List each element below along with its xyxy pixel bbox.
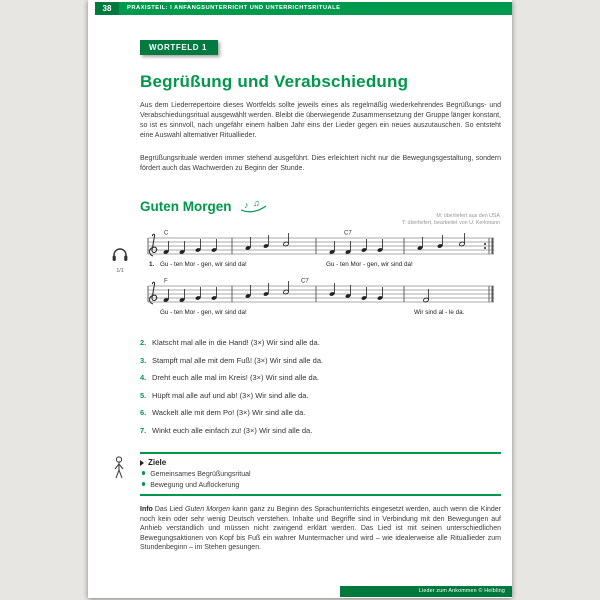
verse-item	[140, 338, 501, 347]
verse-item-refrain: (3×) Wir sind alle da.	[249, 373, 319, 383]
staff-lines-2	[148, 286, 494, 302]
song-title: Guten Morgen	[140, 198, 232, 214]
verse-item-action: Hüpft mal alle auf und ab!	[152, 390, 238, 400]
verse-item-number: 4.	[140, 373, 147, 383]
verse-number: 1.	[149, 261, 155, 268]
notes-line-1	[163, 230, 465, 255]
verse-item	[140, 408, 501, 417]
lyrics-line: Wir sind al - le da.	[414, 309, 465, 316]
page-number: 38	[95, 2, 119, 15]
lyrics-line: Gu - ten Mor - gen, wir sind da!	[160, 309, 247, 316]
footer-bar: Lieder zum Ankommen © Helbling	[340, 586, 512, 597]
verse-item-action: Stampft mal alle mit dem Fuß!	[152, 355, 253, 365]
verse-item	[140, 426, 501, 435]
music-score	[136, 230, 502, 326]
headphones-icon	[111, 246, 129, 262]
verse-item	[140, 391, 501, 400]
credit-text: T: überliefert, bearbeitet von U. Kerkmann	[401, 220, 500, 226]
goals-list	[140, 469, 501, 491]
section-title: PRAXISTEIL: I ANFANGSUNTERRICHT UND UNTERRICHTSRITUALE	[127, 5, 341, 11]
chapter-title: Begrüßung und Verabschiedung	[140, 72, 409, 91]
verse-item-action: Dreht euch alle mal im Kreis!	[152, 373, 248, 383]
chord-symbol: C7	[344, 230, 352, 237]
credit-music: M: überliefert aus den USA	[436, 213, 500, 219]
info-text: kann ganz zu Beginn des Sprachunterrichts eingesetzt werden, auch wenn die Kinder noch kein oder sehr wenig Deutsch verstehen. Inhalte und Begriffe sind in Verbindung mit den Bewegungen auf Anhieb verständlich und müssen nicht zwingend erklärt werden. Das Lied ist mit seinen unterschiedlichen Bewegungsaktionen von Kopf bis Fuß ein wahrer Muntermacher und wird – wie idealerweise alle Rituallieder zum Stundenbeginn – im Stehen gesungen.	[140, 506, 502, 552]
verse-item-refrain: (3×) Wir sind alle da.	[239, 390, 309, 400]
intro-paragraph-2: Begrüßungsrituale werden immer stehend ausgeführt. Dies erleichtert nicht nur die Bewegungsgestaltung, sondern fördert auch das Wachwerden zu Beginn der Stunde.	[140, 155, 501, 172]
page-header-bar	[95, 2, 512, 15]
chord-symbol: C	[164, 230, 169, 237]
verse-item-action: Winkt euch alle einfach zu!	[152, 425, 242, 435]
verse-list	[140, 338, 501, 444]
arrow-right-icon	[140, 460, 144, 466]
verse-item-refrain: (3×) Wir sind alle da.	[236, 408, 306, 418]
lyrics-line: Gu - ten Mor - gen, wir sind da!	[160, 261, 247, 268]
song-heading-row	[140, 198, 269, 214]
notes-line-2	[163, 278, 429, 303]
verse-item-refrain: (3×) Wir sind alle da.	[250, 338, 320, 347]
intro-paragraph-1: Aus dem Liederrepertoire dieses Wortfelds sollte jeweils eines als regelmäßig wiederkehrendes Begrüßungs- und Verabschiedungsritual ausgewählt werden. Bleibt die überwiegende Zusammensetzung der Gruppe länger konstant, so ist es sinnvoll, nach ungefähr einem halben Jahr eins der Lieder gegen ein neues auszutauschen. So entsteht eine Auswahl alternativer Rituallieder.	[140, 102, 501, 139]
goals-section	[140, 452, 501, 496]
goal-item: Gemeinsames Begrüßungsritual	[142, 469, 501, 480]
book-page	[88, 0, 512, 598]
verse-item	[140, 373, 501, 382]
audio-block	[108, 246, 132, 274]
music-notes-icon	[239, 198, 269, 214]
verse-item-refrain: (3×) Wir sind alle da.	[254, 355, 324, 365]
verse-item-action: Wackelt alle mit dem Po!	[152, 408, 235, 418]
info-label: Info	[140, 506, 153, 513]
svg-text:♫: ♫	[252, 198, 260, 208]
verse-item-refrain: (3×) Wir sind alle da.	[243, 425, 313, 435]
info-lead: Das Lied	[154, 506, 183, 513]
audio-track-number: 1/1	[116, 268, 124, 274]
goal-item: Bewegung und Auflockerung	[142, 480, 501, 491]
chord-symbol: F	[164, 278, 168, 285]
info-song-reference: Guten Morgen	[185, 506, 231, 513]
verse-item-action: Klatscht mal alle in die Hand!	[152, 338, 249, 347]
treble-clef-icon	[150, 234, 157, 256]
verse-item-number: 3.	[140, 355, 147, 365]
verse-item	[140, 356, 501, 365]
treble-clef-icon	[150, 282, 157, 304]
goals-heading-row	[140, 458, 501, 467]
goals-heading: Ziele	[148, 458, 167, 467]
verse-item-number: 6.	[140, 408, 147, 418]
chord-symbol: C7	[301, 278, 309, 285]
green-rule-top	[140, 452, 501, 454]
info-paragraph	[140, 505, 501, 553]
verse-item-number: 5.	[140, 390, 147, 400]
standing-person-icon	[112, 456, 126, 480]
green-rule-bottom	[140, 494, 501, 496]
svg-text:♪: ♪	[243, 200, 248, 210]
verse-item-number: 2.	[140, 338, 147, 347]
song-credits	[402, 213, 500, 227]
lyrics-line: Gu - ten Mor - gen, wir sind da!	[326, 261, 413, 268]
wortfeld-badge: WORTFELD 1	[140, 40, 218, 55]
verse-item-number: 7.	[140, 425, 147, 435]
